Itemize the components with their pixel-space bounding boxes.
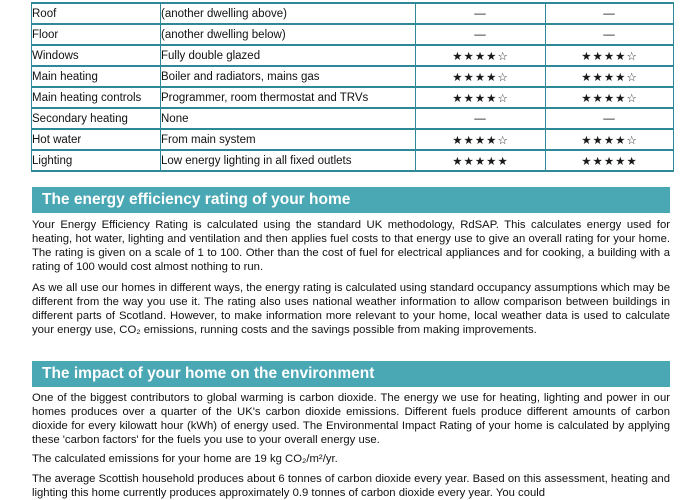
table-row-main-heating-controls (32, 87, 674, 108)
feature-label: Main heating controls (32, 87, 161, 108)
section-header-energy-efficiency-rating (32, 187, 670, 213)
paragraph-calculated-emissions: The calculated emissions for your home are 19 kg CO₂/m²/yr. (32, 453, 338, 465)
environmental-rating: ★★★★☆ (546, 45, 674, 66)
energy-efficiency-rating: ★★★★☆ (416, 66, 546, 87)
paragraph-carbon-dioxide-contributors: One of the biggest contributors to global warming is carbon dioxide. The energy we use for heating, lighting and power in our homes produces over a quarter of the UK's carbon dioxide emissions. Different fuels produce different amounts of carbon dioxide for every kilowatt hour (kWh) of energy used. The Environmental Impact Rating of your home is calculated by applying these 'carbon factors' for the fuels you use to your overall energy use. (32, 392, 670, 446)
feature-description: None (161, 108, 416, 129)
paragraph-energy-rating-methodology: Your Energy Efficiency Rating is calculated using the standard UK methodology, RdSAP. This calculates energy used for heating, hot water, lighting and ventilation and then applies fuel costs to that energy use to give an overall rating for your home. The rating is given on a scale of 1 to 100. Other than the cost of fuel for electrical appliances and for cooking, a building with a rating of 100 would cost almost nothing to run. (32, 219, 670, 273)
energy-efficiency-rating: — (416, 3, 546, 24)
paragraph-energy-rating-assumptions: As we all use our homes in different ways, the energy rating is calculated using standard occupancy assumptions which may be different from the way you use it. The rating also uses national weather information to allow comparison between buildings in different parts of Scotland. However, to make information more relevant to your home, local weather data is used to calculate your energy use, CO₂ emissions, running costs and the savings possible from making improvements. (32, 282, 670, 336)
table-row-lighting (32, 150, 674, 171)
section-header-environment-impact (32, 361, 670, 387)
table-row-main-heating (32, 66, 674, 87)
energy-efficiency-rating: ★★★★★ (416, 150, 546, 171)
energy-efficiency-rating: — (416, 24, 546, 45)
feature-label: Windows (32, 45, 161, 66)
section-title: The impact of your home on the environment (42, 365, 375, 382)
feature-label: Secondary heating (32, 108, 161, 129)
energy-efficiency-rating: ★★★★☆ (416, 129, 546, 150)
feature-label: Main heating (32, 66, 161, 87)
feature-label: Lighting (32, 150, 161, 171)
feature-description: (another dwelling below) (161, 24, 416, 45)
home-performance-table (31, 2, 674, 172)
feature-description: Programmer, room thermostat and TRVs (161, 87, 416, 108)
feature-description: From main system (161, 129, 416, 150)
feature-description: Boiler and radiators, mains gas (161, 66, 416, 87)
table-row-roof (32, 3, 674, 24)
table-row-secondary-heating (32, 108, 674, 129)
energy-efficiency-rating: ★★★★☆ (416, 45, 546, 66)
table-row-hot-water (32, 129, 674, 150)
energy-efficiency-rating: — (416, 108, 546, 129)
paragraph-average-household-emissions: The average Scottish household produces about 6 tonnes of carbon dioxide every year. Based on this assessment, heating and lighting this home currently produces approximately 0.9 tonnes of carbon dioxide every year. You could (32, 473, 670, 499)
feature-description: (another dwelling above) (161, 3, 416, 24)
environmental-rating: — (546, 24, 674, 45)
environmental-rating: ★★★★☆ (546, 129, 674, 150)
feature-label: Roof (32, 3, 161, 24)
feature-description: Low energy lighting in all fixed outlets (161, 150, 416, 171)
feature-label: Hot water (32, 129, 161, 150)
table-row-windows (32, 45, 674, 66)
table-row-floor (32, 24, 674, 45)
environmental-rating: ★★★★★ (546, 150, 674, 171)
feature-description: Fully double glazed (161, 45, 416, 66)
environmental-rating: — (546, 3, 674, 24)
energy-efficiency-rating: ★★★★☆ (416, 87, 546, 108)
environmental-rating: ★★★★☆ (546, 87, 674, 108)
environmental-rating: ★★★★☆ (546, 66, 674, 87)
section-title: The energy efficiency rating of your home (42, 191, 351, 208)
feature-label: Floor (32, 24, 161, 45)
environmental-rating: — (546, 108, 674, 129)
